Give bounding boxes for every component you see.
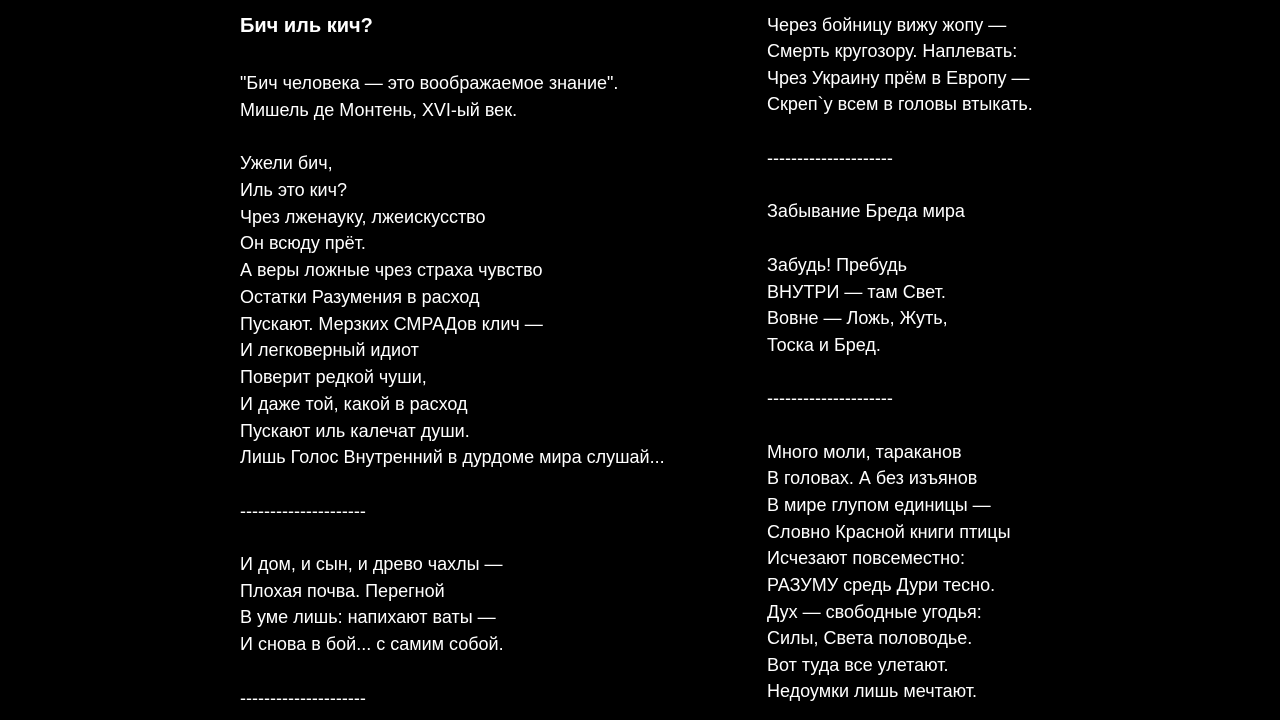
poem-line: И легковерный идиот [240, 340, 419, 360]
poem-line: Вовне — Ложь, Жуть, [767, 308, 948, 328]
poem-title: Забывание Бреда мира [767, 201, 965, 221]
poem-line: И даже той, какой в расход [240, 394, 468, 414]
poem-line: В головах. А без изъянов [767, 468, 978, 488]
poem-line: Чрез лженауку, лжеискусство [240, 207, 486, 227]
separator: --------------------- [240, 688, 366, 708]
poem-line: И снова в бой... с самим собой. [240, 634, 504, 654]
poem-line: Пускают иль калечат души. [240, 421, 470, 441]
poem-line: Недоумки лишь мечтают. [767, 681, 977, 701]
poem-line: РАЗУМУ средь Дури тесно. [767, 575, 996, 595]
poem-title: Бич иль кич? [240, 15, 373, 37]
poem-line: Силы, Света половодье. [767, 628, 973, 648]
separator: --------------------- [767, 388, 893, 408]
poem-line: Лишь Голос Внутренний в дурдоме мира слушай... [240, 447, 665, 467]
poem-line: Остатки Разумения в расход [240, 287, 480, 307]
poem-line: Исчезают повсеместно: [767, 548, 966, 568]
poem-line: Словно Красной книги птицы [767, 522, 1011, 542]
poem-line: Пускают. Мерзких СМРАДов клич — [240, 314, 543, 334]
poem-line: Поверит редкой чуши, [240, 367, 427, 387]
poem-line: А веры ложные чрез страха чувство [240, 260, 543, 280]
poem-line: Чрез Украину прём в Европу — [767, 68, 1030, 88]
poem-line: Скреп`у всем в головы втыкать. [767, 94, 1033, 114]
poem-line: И дом, и сын, и древо чахлы — [240, 554, 503, 574]
poem-line: Вот туда все улетают. [767, 655, 949, 675]
epigraph-line: Мишель де Монтень, XVI-ый век. [240, 100, 518, 120]
poem-line: Забудь! Пребудь [767, 255, 908, 275]
poem-line: ВНУТРИ — там Свет. [767, 282, 946, 302]
poem-line: Иль это кич? [240, 180, 347, 200]
poem-line: Плохая почва. Перегной [240, 581, 445, 601]
epigraph-line: "Бич человека — это воображаемое знание". [240, 73, 619, 93]
poem-line: Ужели бич, [240, 153, 333, 173]
poem-line: Смерть кругозору. Наплевать: [767, 41, 1018, 61]
separator: --------------------- [240, 501, 366, 521]
poem-line: В уме лишь: напихают ваты — [240, 607, 496, 627]
poem-line: Дух — свободные угодья: [767, 602, 982, 622]
poem-line: Тоска и Бред. [767, 335, 881, 355]
poem-line: Он всюду прёт. [240, 233, 366, 253]
poem-line: Через бойницу вижу жопу — [767, 15, 1007, 35]
poem-line: В мире глупом единицы — [767, 495, 991, 515]
separator: --------------------- [767, 148, 893, 168]
poem-line: Много моли, тараканов [767, 442, 962, 462]
